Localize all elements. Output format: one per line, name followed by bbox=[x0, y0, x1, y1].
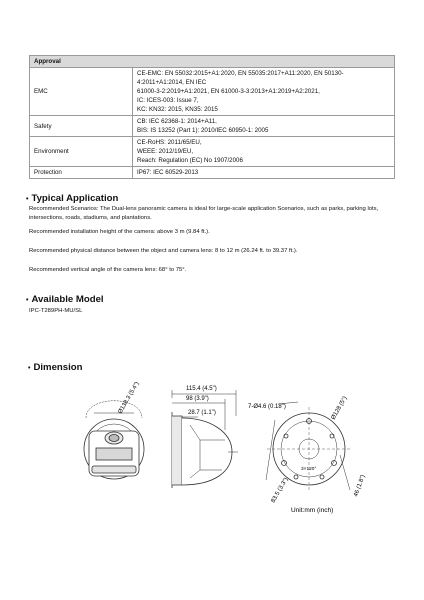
approval-row-value bbox=[133, 68, 395, 116]
typical-application-title: • Typical Application bbox=[26, 193, 119, 204]
approval-row-label: Protection bbox=[30, 167, 133, 179]
model-number: IPC-T289PH-MU/SL bbox=[29, 308, 83, 314]
approval-row-label: EMC bbox=[30, 68, 133, 116]
approval-value-line: 61000-3-2:2019+A1:2021, EN 61000-3-3:2013+A1:2019+A2:2021, bbox=[137, 88, 320, 95]
approval-row-value bbox=[133, 167, 395, 179]
approval-value-line: BIS: IS 13252 (Part 1): 2010/IEC 60950-1: 2005 bbox=[137, 127, 269, 134]
side-view bbox=[172, 390, 238, 488]
unit-label: Unit:mm (inch) bbox=[291, 507, 334, 514]
application-paragraph: Recommended Scenarios: The Dual-lens panoramic camera is ideal for large-scale application Scenarios, such as parks, parking lots, intersections, roads, stadiums, and plantations. bbox=[29, 206, 379, 221]
bullet-icon: • bbox=[28, 365, 31, 372]
dim-width-small: 28.7 (1.1") bbox=[188, 410, 216, 416]
front-view bbox=[84, 401, 144, 479]
application-paragraph: Recommended vertical angle of the camera lens: 68° to 75°. bbox=[29, 267, 187, 273]
dim-offset: 46 (1.8") bbox=[353, 474, 367, 498]
approval-row-value bbox=[133, 116, 395, 137]
approval-header: Approval bbox=[30, 56, 395, 68]
approval-value-line: Reach: Regulation (EC) No 1907/2006 bbox=[137, 157, 243, 164]
dim-width-mid: 98 (3.9") bbox=[186, 396, 209, 402]
application-paragraph: Recommended installation height of the camera: above 3 m (9.84 ft.). bbox=[29, 229, 210, 235]
approval-row bbox=[30, 68, 395, 116]
application-paragraph: Recommended physical distance between the object and camera lens: 8 to 12 m (26.24 ft. to 39.37 ft.). bbox=[29, 248, 298, 254]
bullet-icon: • bbox=[26, 196, 29, 203]
approval-row bbox=[30, 137, 395, 167]
dimension-drawing bbox=[0, 370, 424, 530]
available-model-title: • Available Model bbox=[26, 294, 104, 305]
dim-width-total: 115.4 (4.5") bbox=[186, 386, 217, 392]
approval-row-value bbox=[133, 137, 395, 167]
approval-row bbox=[30, 167, 395, 179]
approval-value-line: CB: IEC 62368-1: 2014+A11, bbox=[137, 118, 217, 125]
approval-value-line: CE-EMC: EN 55032:2015+A1:2020, EN 55035:2017+A11:2020, EN 50130-4:2011+A1:2014, EN IEC bbox=[137, 70, 344, 86]
dim-angle: 3×120° bbox=[301, 467, 317, 472]
bullet-icon: • bbox=[26, 297, 29, 304]
approval-value-line: IC: ICES-003: Issue 7, bbox=[137, 97, 199, 104]
approval-value-line: KC: KN32: 2015, KN35: 2015 bbox=[137, 106, 218, 113]
approval-row bbox=[30, 116, 395, 137]
dim-holes: 7-Ø4.6 (0.18") bbox=[248, 404, 286, 410]
approval-row-label: Safety bbox=[30, 116, 133, 137]
approval-row-label: Environment bbox=[30, 137, 133, 167]
approval-value-line: CE-RoHS: 2011/65/EU, bbox=[137, 139, 202, 146]
dim-front-dia: Ø138.3 (5.4") bbox=[117, 380, 141, 415]
dim-bolt-circle: 83.5 (3.3") bbox=[270, 476, 290, 504]
approval-table bbox=[29, 55, 395, 179]
dimension-title: • Dimension bbox=[28, 362, 83, 373]
dim-back-dia: Ø128 (5") bbox=[330, 395, 349, 421]
approval-value-line: IP67: IEC 60529-2013 bbox=[137, 169, 199, 176]
approval-value-line: WEEE: 2012/19/EU, bbox=[137, 148, 194, 155]
